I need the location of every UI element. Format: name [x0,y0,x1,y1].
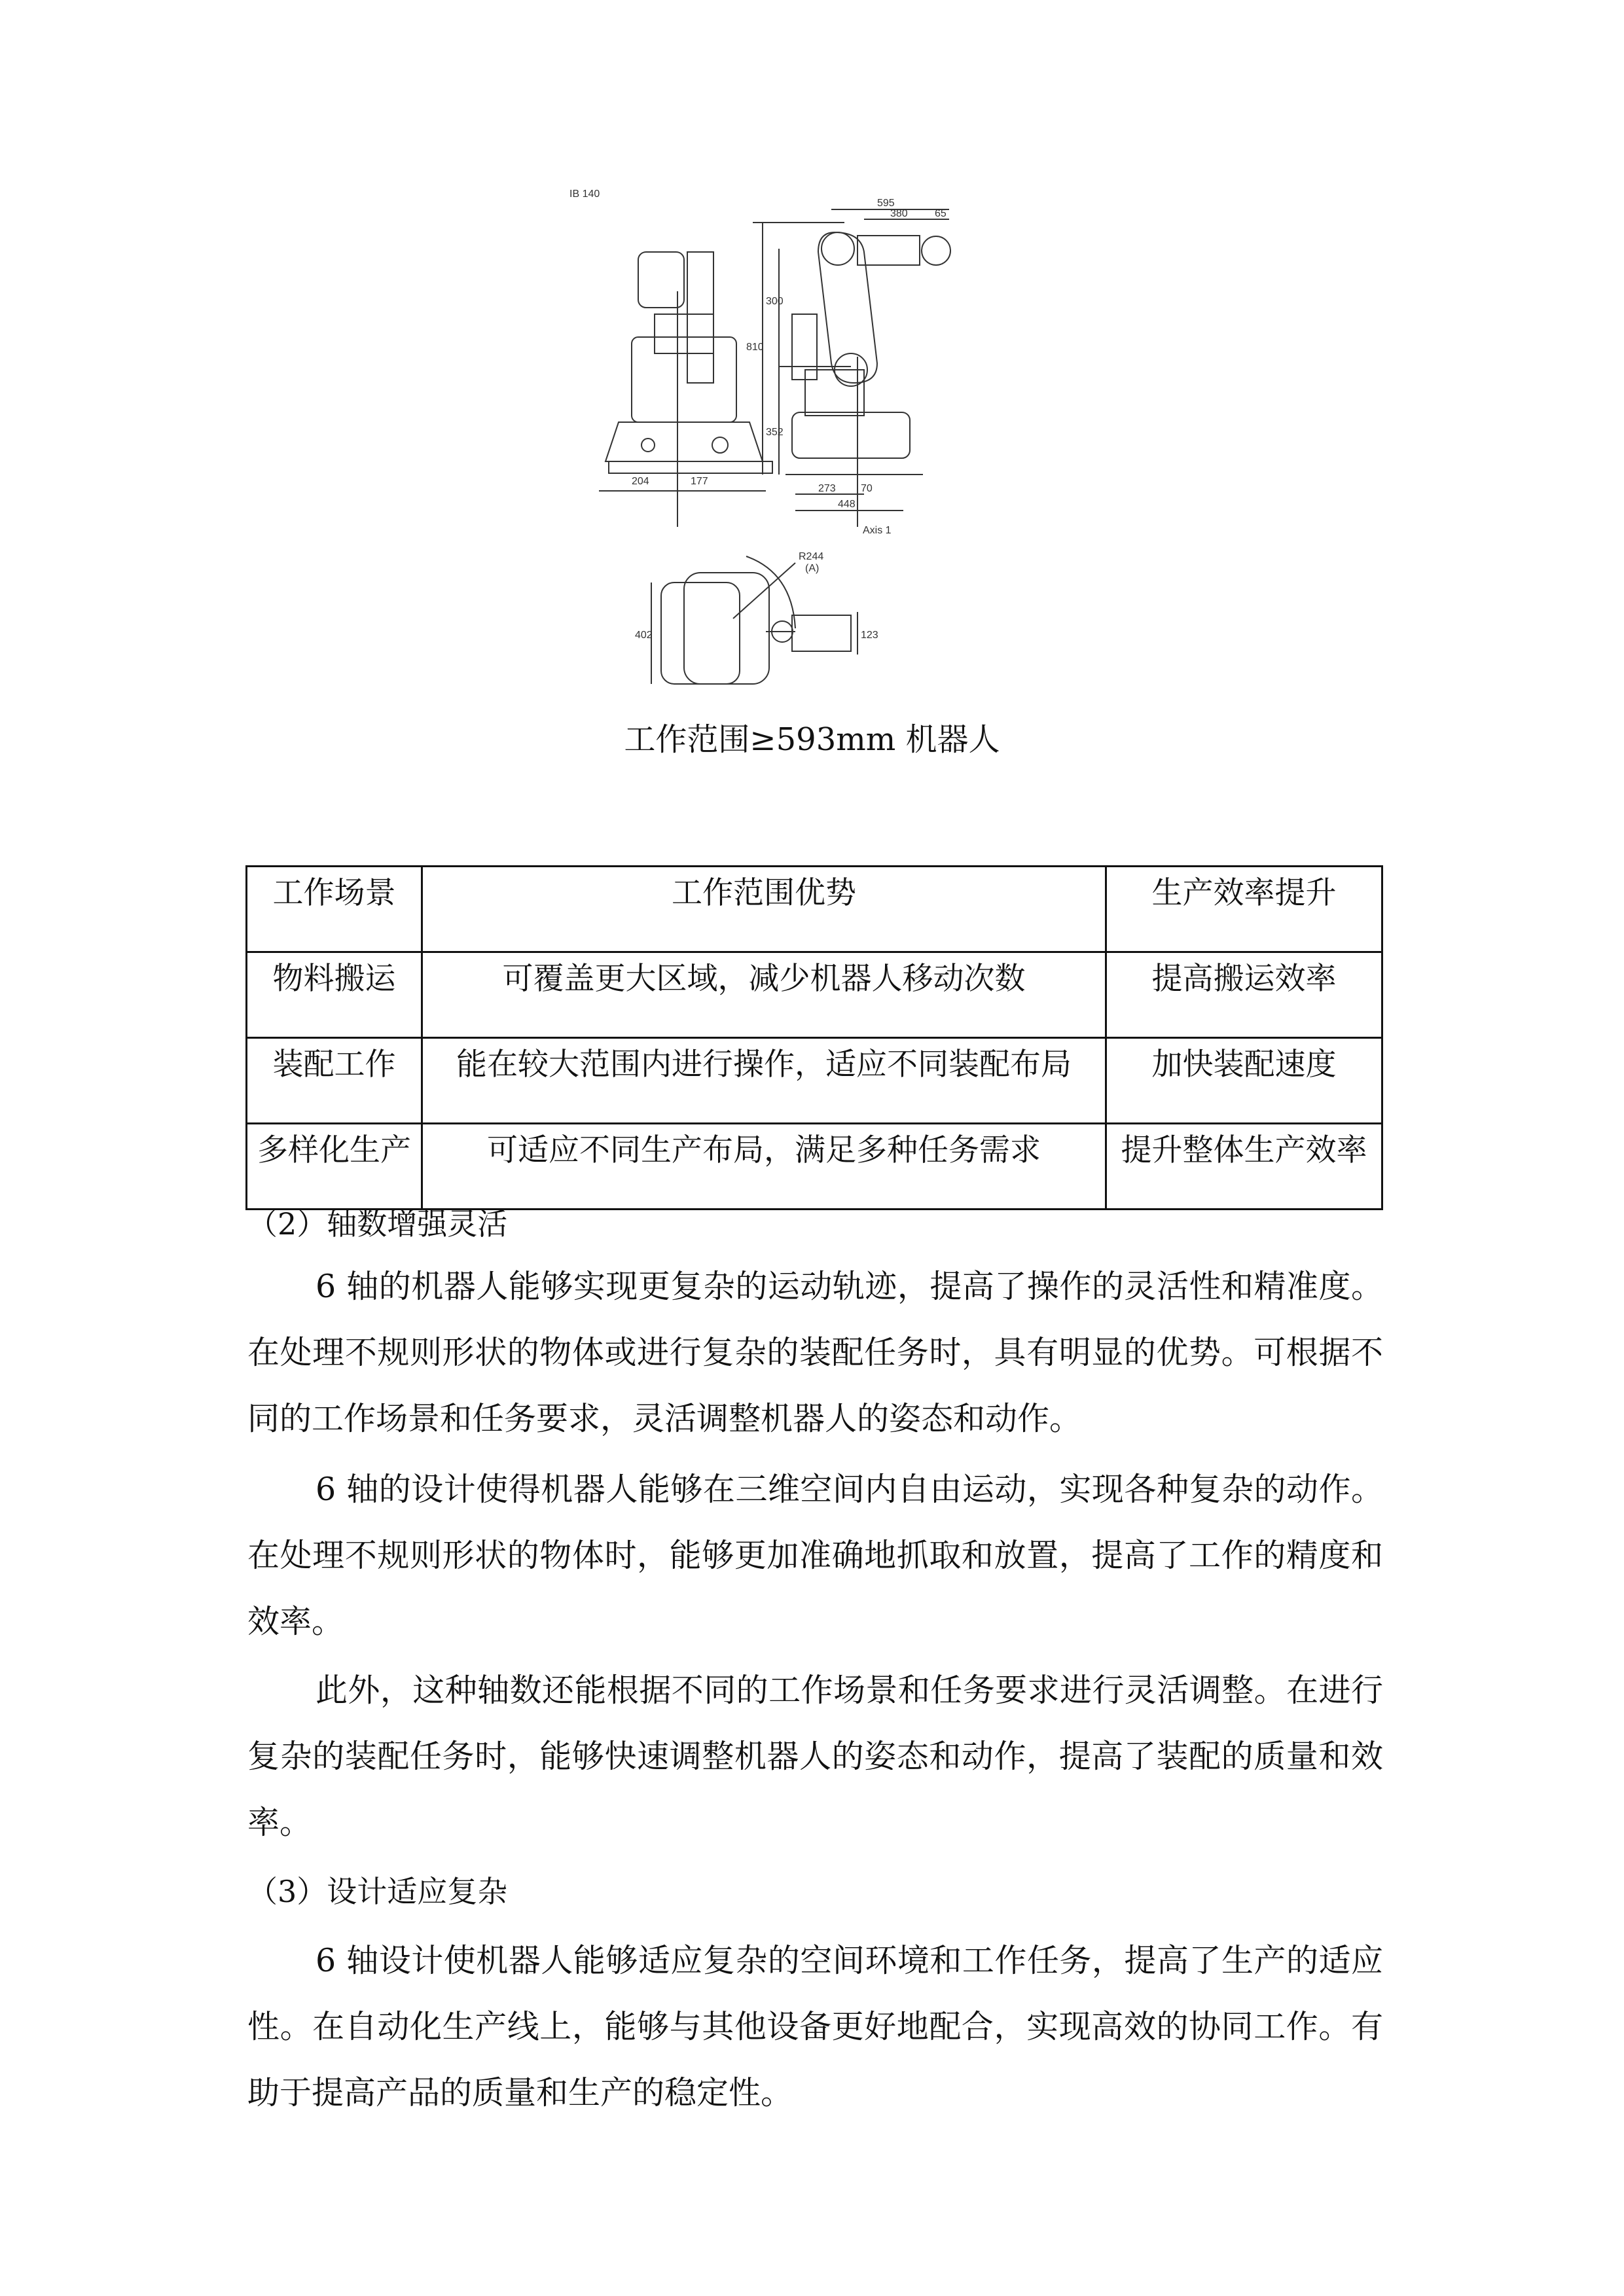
table-cell: 提升整体生产效率 [1106,1124,1382,1210]
dim-448: 448 [838,499,856,510]
section-heading-2: （2）轴数增强灵活 [247,1206,508,1242]
dim-123: 123 [861,630,878,641]
robot-dimension-drawing [569,187,1067,710]
table-header-cell: 工作范围优势 [422,867,1106,952]
dim-595: 595 [877,198,895,209]
table-header-cell: 生产效率提升 [1106,867,1382,952]
dim-380: 380 [890,208,908,219]
dim-352: 352 [766,427,784,438]
dim-65: 65 [935,208,947,219]
dim-177: 177 [691,476,708,487]
table-cell: 提高搬运效率 [1106,952,1382,1038]
table-cell: 装配工作 [247,1038,422,1124]
table-row [247,952,1382,1038]
table-row [247,1124,1382,1210]
paragraph: 6 轴设计使机器人能够适应复杂的空间环境和工作任务，提高了生产的适应性。在自动化生产线上，能够与其他设备更好地配合，实现高效的协同工作。有助于提高产品的质量和生产的稳定性。 [247,1942,1383,2111]
table-header-cell: 工作场景 [247,867,422,952]
table-header-row [247,867,1382,952]
table-cell: 多样化生产 [247,1124,422,1210]
section-heading-3: （3）设计适应复杂 [247,1874,508,1909]
dim-402: 402 [635,630,653,641]
table-cell: 能在较大范围内进行操作，适应不同装配布局 [422,1038,1106,1124]
axis-label: Axis 1 [863,525,892,536]
figure-caption: 工作范围≥593mm 机器人 [624,721,1000,758]
paragraph: 此外，这种轴数还能根据不同的工作场景和任务要求进行灵活调整。在进行复杂的装配任务时，能够快速调整机器人的姿态和动作，提高了装配的质量和效率。 [247,1672,1383,1841]
paragraph: 6 轴的设计使得机器人能够在三维空间内自由运动，实现各种复杂的动作。在处理不规则形状的物体时，能够更加准确地抓取和放置，提高了工作的精度和效率。 [247,1471,1383,1640]
dim-273: 273 [818,483,836,494]
dim-204: 204 [632,476,649,487]
dim-a: (A) [805,563,820,574]
table-cell: 加快装配速度 [1106,1038,1382,1124]
table-row [247,1038,1382,1124]
work-range-table [245,865,1383,1210]
table-cell: 可覆盖更大区域，减少机器人移动次数 [422,952,1106,1038]
robot-drawing-svg [569,187,1067,710]
dim-70: 70 [861,483,873,494]
figure-top-label: IB 140 [569,188,600,200]
table-cell: 可适应不同生产布局，满足多种任务需求 [422,1124,1106,1210]
paragraph: 6 轴的机器人能够实现更复杂的运动轨迹，提高了操作的灵活性和精准度。在处理不规则形状的物体或进行复杂的装配任务时，具有明显的优势。可根据不同的工作场景和任务要求，灵活调整机器人的姿态和动作。 [247,1268,1383,1437]
dim-300: 300 [766,296,784,307]
dim-r244: R244 [799,551,824,562]
table-cell: 物料搬运 [247,952,422,1038]
dim-810: 810 [746,342,764,353]
